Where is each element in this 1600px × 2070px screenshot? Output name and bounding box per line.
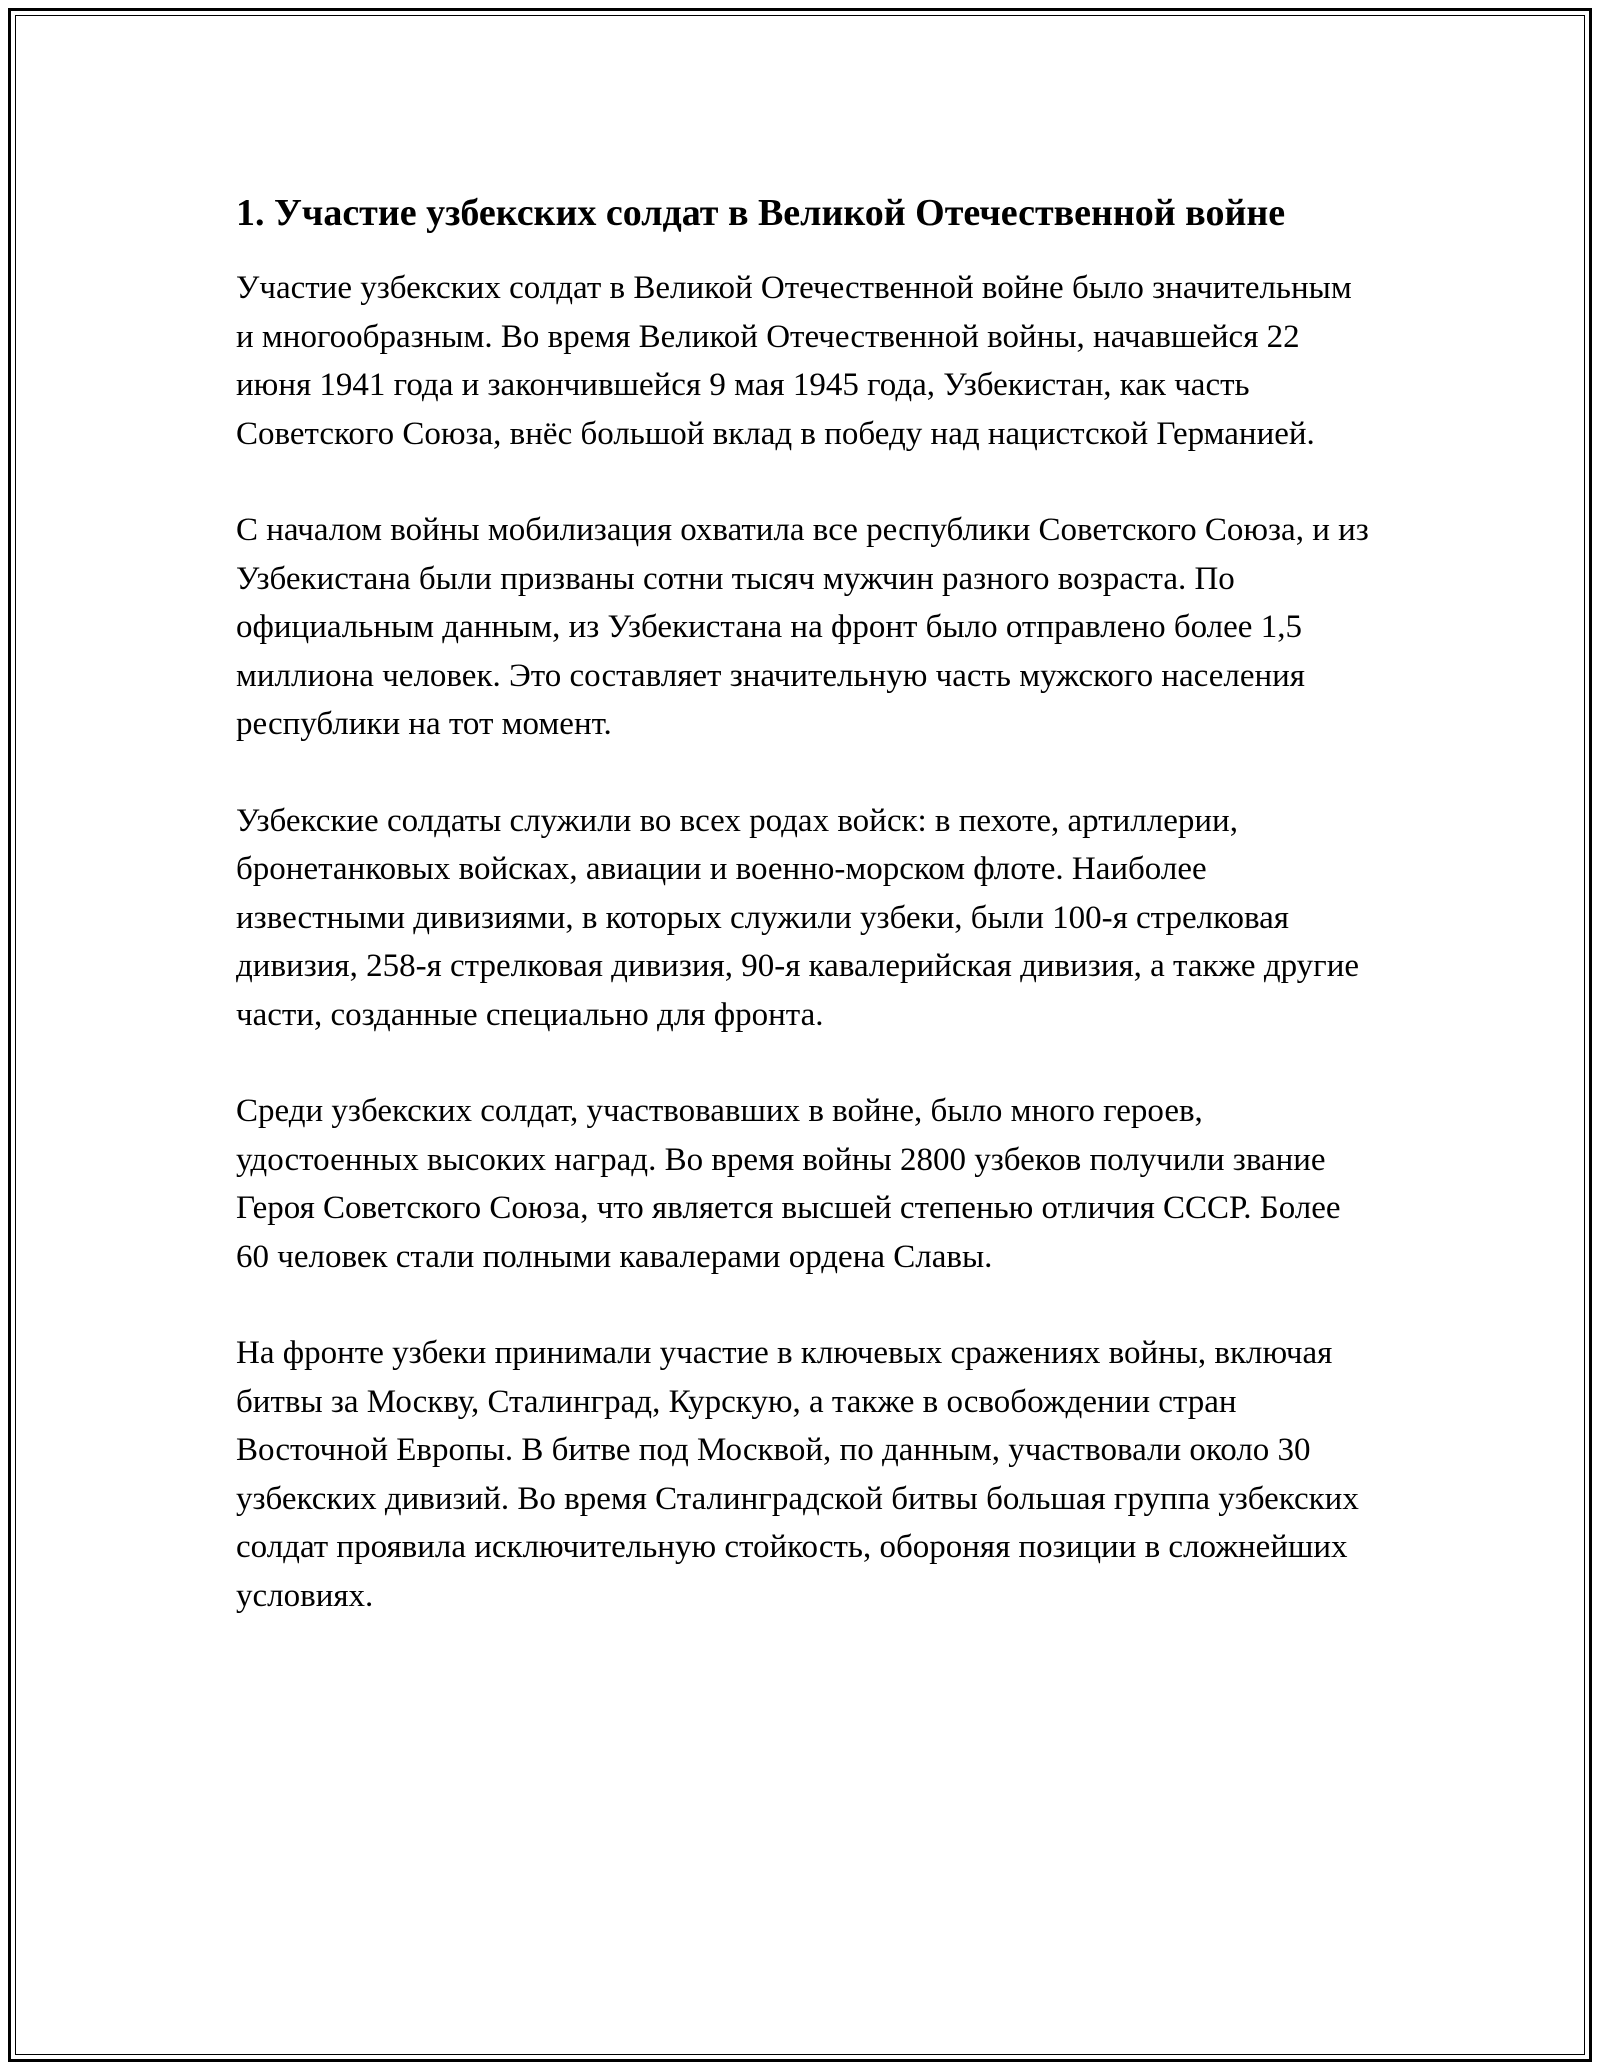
paragraph-spacer: [236, 458, 1376, 506]
page-title: 1. Участие узбекских солдат в Великой Отечественной войне: [236, 192, 1286, 234]
document-body: [236, 186, 1376, 1620]
paragraph-spacer: [236, 1281, 1376, 1329]
paragraph-4: Среди узбекских солдат, участвовавших в войне, было много героев, удостоенных высоких наград. Во время войны 2800 узбеков получили звание Героя Советского Союза, что является высшей степенью отличия СССР. Более 60 человек стали полными кавалерами ордена Славы.: [236, 1093, 1341, 1275]
title-spacer: [236, 241, 1376, 264]
paragraph-2: С началом войны мобилизация охватила все республики Советского Союза, и из Узбекистана были призваны сотни тысяч мужчин разного возраста. По официальным данным, из Узбекистана на фронт было отправлено более 1,5 миллиона человек. Это составляет значительную часть мужского населения республики на тот момент.: [236, 512, 1369, 742]
paragraph-spacer: [236, 749, 1376, 797]
paragraph-3: Узбекские солдаты служили во всех родах войск: в пехоте, артиллерии, бронетанковых войсках, авиации и военно-морском флоте. Наиболее известными дивизиями, в которых служили узбеки, были 100-я стрелковая дивизия, 258-я стрелковая дивизия, 90-я кавалерийская дивизия, а также другие части, созданные специально для фронта.: [236, 802, 1360, 1033]
paragraph-spacer: [236, 1039, 1376, 1087]
paragraph-5: На фронте узбеки принимали участие в ключевых сражениях войны, включая битвы за Москву, Сталинград, Курскую, а также в освобождении стран Восточной Европы. В битве под Москвой, по данным, участвовали около 30 узбекских дивизий. Во время Сталинградской битвы большая группа узбекских солдат проявила исключительную стойкость, обороняя позиции в сложнейших условиях.: [236, 1335, 1359, 1614]
paragraph-1: Участие узбекских солдат в Великой Отечественной войне было значительным и многообразным. Во время Великой Отечественной войны, начавшейся 22 июня 1941 года и закончившейся 9 мая 1945 года, Узбекистан, как часть Советского Союза, внёс большой вклад в победу над нацистской Германией.: [236, 270, 1352, 452]
